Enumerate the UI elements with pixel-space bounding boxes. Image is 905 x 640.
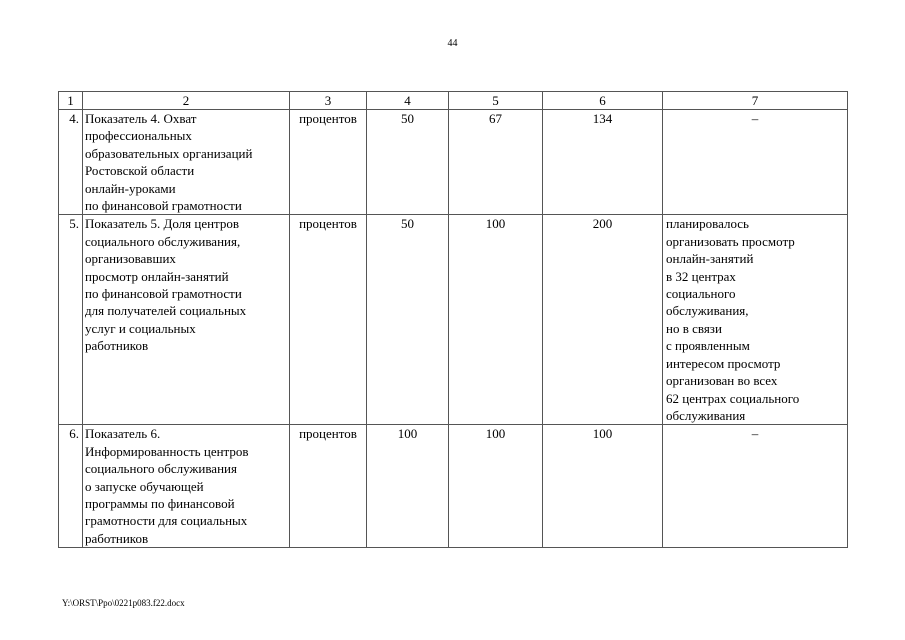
unit-cell: процентов <box>290 425 367 548</box>
note-text-line: обслуживания <box>666 407 746 423</box>
table-row <box>59 110 848 215</box>
header-cell: 2 <box>83 92 290 110</box>
indicator-cell <box>83 215 290 425</box>
indicator-text-line: организовавших <box>85 251 176 267</box>
indicator-text-line: для получателей социальных <box>85 303 247 319</box>
indicator-text-line: по финансовой грамотности <box>85 286 242 302</box>
indicators-table <box>58 91 848 548</box>
header-cell: 5 <box>449 92 543 110</box>
indicator-text-line: социального обслуживания <box>85 461 237 477</box>
value-cell-col6: 200 <box>543 215 663 425</box>
indicator-text-line: социального обслуживания, <box>85 233 241 249</box>
indicator-text-line: по финансовой грамотности <box>85 198 242 214</box>
indicator-text-line: Ростовской области <box>85 163 195 179</box>
note-cell <box>663 425 848 548</box>
indicator-text-line: о запуске обучающей <box>85 478 204 494</box>
indicator-text-line: просмотр онлайн-занятий <box>85 268 229 284</box>
note-text-line: интересом просмотр <box>666 355 781 371</box>
unit-cell: процентов <box>290 110 367 215</box>
header-cell: 3 <box>290 92 367 110</box>
indicator-text-line: Показатель 6. <box>85 426 161 442</box>
note-text-line: организован во всех <box>666 373 778 389</box>
table-row <box>59 215 848 425</box>
note-cell <box>663 215 848 425</box>
note-cell <box>663 110 848 215</box>
note-text-line: – <box>751 111 759 126</box>
value-cell-col6: 134 <box>543 110 663 215</box>
row-number-cell: 6. <box>59 425 83 548</box>
value-cell-col5: 67 <box>449 110 543 215</box>
note-text-line: социального <box>666 286 736 302</box>
note-text-line: в 32 центрах <box>666 268 736 284</box>
indicator-cell <box>83 110 290 215</box>
unit-cell: процентов <box>290 215 367 425</box>
indicator-text-line: услуг и социальных <box>85 320 196 336</box>
indicator-text-line: Информированность центров <box>85 443 249 459</box>
row-number-cell: 5. <box>59 215 83 425</box>
note-text-line: онлайн-занятий <box>666 251 754 267</box>
note-text-line: 62 центрах социального <box>666 390 800 406</box>
indicator-text-line: Показатель 5. Доля центров <box>85 216 240 232</box>
note-text-line: планировалось <box>666 216 749 232</box>
indicator-text-line: профессиональных <box>85 128 192 144</box>
indicator-text-line: грамотности для социальных <box>85 513 248 529</box>
page-number: 44 <box>447 38 458 49</box>
table-row <box>59 425 848 548</box>
footer-file-path: Y:\ORST\Ppo\0221p083.f22.docx <box>62 598 185 608</box>
indicator-cell <box>83 425 290 548</box>
indicator-text-line: Показатель 4. Охват <box>85 111 197 126</box>
value-cell-col4: 100 <box>367 425 449 548</box>
note-text-line: с проявленным <box>666 338 750 354</box>
row-number-cell: 4. <box>59 110 83 215</box>
value-cell-col4: 50 <box>367 110 449 215</box>
value-cell-col4: 50 <box>367 215 449 425</box>
value-cell-col5: 100 <box>449 215 543 425</box>
indicator-text-line: программы по финансовой <box>85 495 235 511</box>
indicator-text-line: онлайн-уроками <box>85 180 176 196</box>
header-cell: 1 <box>59 92 83 110</box>
value-cell-col6: 100 <box>543 425 663 548</box>
note-text-line: но в связи <box>666 320 722 336</box>
header-cell: 7 <box>663 92 848 110</box>
header-cell: 4 <box>367 92 449 110</box>
header-cell: 6 <box>543 92 663 110</box>
table-header-row <box>59 92 848 110</box>
indicator-text-line: работников <box>85 530 149 546</box>
indicator-text-line: работников <box>85 338 149 354</box>
indicator-text-line: образовательных организаций <box>85 145 253 161</box>
value-cell-col5: 100 <box>449 425 543 548</box>
note-text-line: обслуживания, <box>666 303 749 319</box>
note-text-line: организовать просмотр <box>666 233 795 249</box>
note-text-line: – <box>751 426 759 442</box>
